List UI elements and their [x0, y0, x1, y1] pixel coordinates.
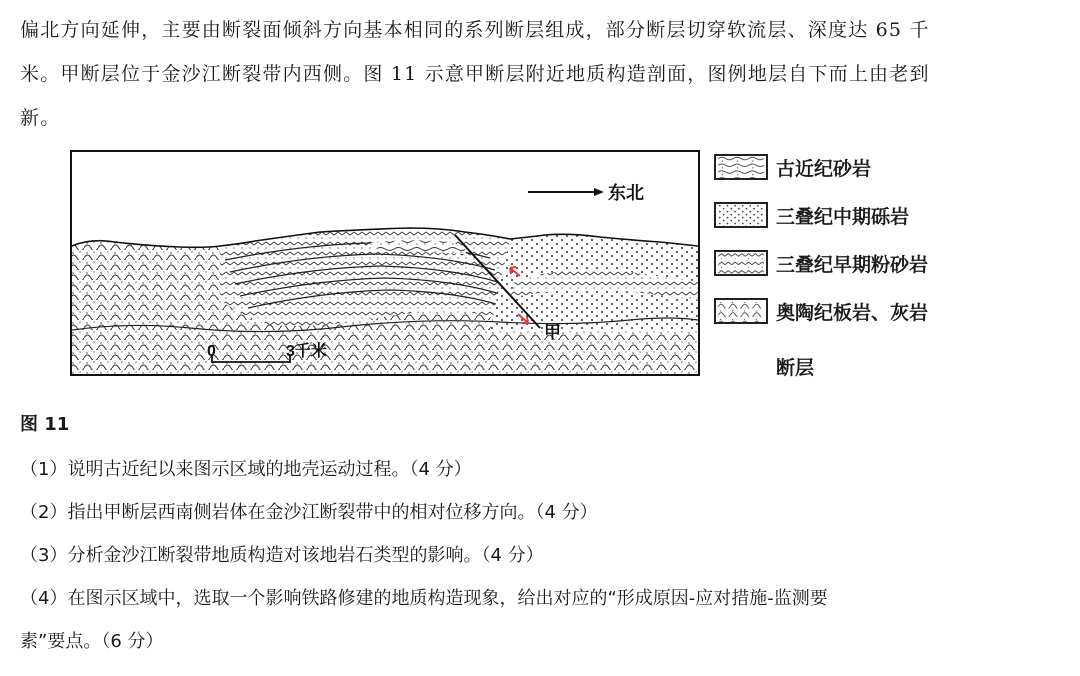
legend-label-mid-triassic: 三叠纪中期砾岩: [776, 205, 910, 228]
direction-label: 东北: [608, 183, 644, 203]
geologic-cross-section: [70, 150, 700, 376]
legend-swatch-early-triassic: [714, 250, 768, 276]
legend-item-mid-triassic: [714, 200, 909, 230]
legend-label-paleogene: 古近纪砂岩: [776, 157, 872, 180]
legend-item-ordovician: [714, 296, 928, 326]
legend-item-early-triassic: [714, 248, 928, 278]
question-list: [20, 448, 1060, 663]
scale-zero: 0: [207, 343, 216, 360]
intro-line-2: 米。甲断层位于金沙江断裂带内西侧。图 11 示意甲断层附近地质构造剖面，图例地层自下而上由老到: [20, 63, 930, 85]
question-4: （4）在图示区域中，选取一个影响铁路修建的地质构造现象，给出对应的“形成原因-应对措施-监测要: [20, 588, 828, 609]
legend-item-paleogene: [714, 152, 871, 182]
question-3: （3）分析金沙江断裂带地质构造对该地岩石类型的影响。（4 分）: [20, 545, 544, 566]
intro-line-3: 新。: [20, 107, 61, 129]
question-1: （1）说明古近纪以来图示区域的地壳运动过程。（4 分）: [20, 459, 472, 480]
figure-caption: 图 11: [20, 414, 70, 435]
legend-label-ordovician: 奥陶纪板岩、灰岩: [776, 301, 929, 324]
legend-label-early-triassic: 三叠纪早期粉砂岩: [776, 253, 929, 276]
question-4-continued: 素”要点。（6 分）: [20, 631, 164, 652]
intro-line-1: 偏北方向延伸，主要由断裂面倾斜方向基本相同的系列断层组成，部分断层切穿软流层、深度达 65 千: [20, 19, 930, 41]
legend-swatch-paleogene: [714, 154, 768, 180]
fault-label: 甲: [544, 323, 561, 342]
legend-swatch-mid-triassic: [714, 202, 768, 228]
question-2: （2）指出甲断层西南侧岩体在金沙江断裂带中的相对位移方向。（4 分）: [20, 502, 598, 523]
legend-label-fault: 断层: [776, 357, 815, 379]
legend-swatch-ordovician: [714, 298, 768, 324]
intro-paragraph: [20, 8, 1060, 140]
scale-end: 3千米: [286, 343, 327, 360]
